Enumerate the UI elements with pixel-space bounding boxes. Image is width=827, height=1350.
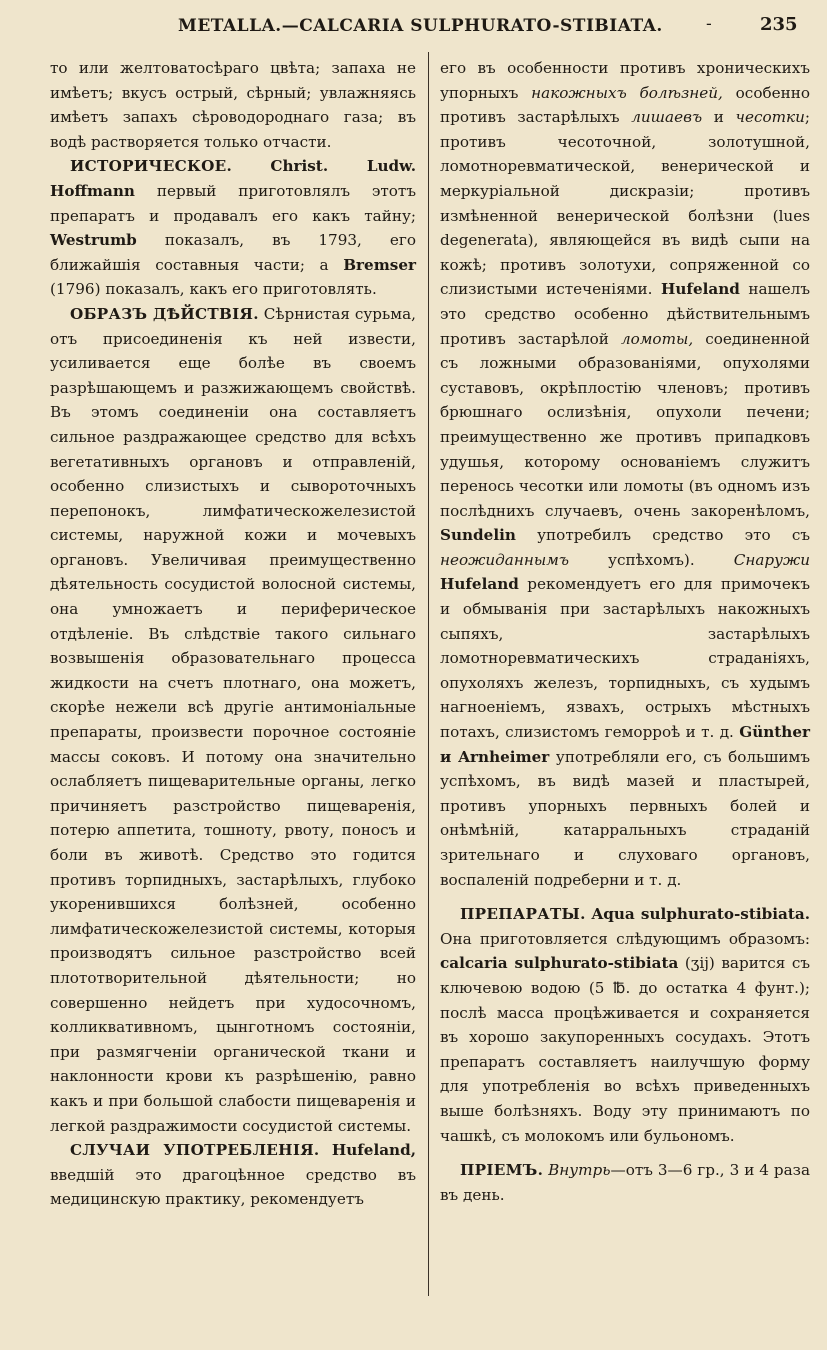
dose-route: Внутрь [548, 1161, 611, 1180]
dose-text: —отъ 3—6 гр., 3 и 4 раза въ день. [440, 1161, 810, 1204]
cases-text: ), являющейся въ видѣ сыпи на кожѣ; противъ золотухи, сопряженной со слизистыми истеченіями. [440, 231, 810, 299]
left-column [50, 56, 416, 1212]
cases-text: употребилъ средство это съ [515, 526, 810, 545]
cases-text: ; противъ чесоточной, золотушной, ломотноревматической, венерической и меркуріальной дискразіи; противъ измѣненной венерической болѣзни ( [440, 108, 810, 225]
historical-text: первый приготовлялъ этотъ препаратъ и продавалъ его какъ тайну; [50, 181, 416, 225]
cases-text: особенно противъ застарѣлыхъ [440, 83, 810, 127]
cases-text: успѣхомъ). [568, 550, 734, 569]
latin-preparation: calcaria sulphurato-stibiata [440, 954, 679, 973]
action-heading: ОБРАЗЪ ДѢЙСТВІЯ. [70, 304, 259, 323]
author-name: Sundelin [440, 526, 516, 545]
latin-term: lues degenerata [440, 206, 810, 250]
author-name: Bremser [343, 255, 416, 274]
page-number: 235 [760, 14, 798, 35]
emphasis-text: Снаружи [733, 550, 810, 569]
emphasis-text: чесотки [735, 108, 805, 127]
latin-preparation: Aqua sulphurato-stibiata. [591, 905, 810, 924]
cases-continued [440, 56, 810, 892]
emphasis-text: лишаевъ [631, 108, 703, 127]
cases-text: употребляли его, съ большимъ успѣхомъ, въ видѣ мазей и пластырей, противъ упорныхъ первныхъ болей и онѣмѣній, катарральныхъ страданій зрительнаго и слуховаго органовъ, воспаленій подреберни и т. д. [440, 747, 811, 889]
emphasis-text: ломоты, [621, 329, 694, 348]
cases-text: и [702, 108, 736, 127]
header-dash: - [706, 14, 712, 34]
cases-heading: СЛУЧАИ УПОТРЕБЛЕНІЯ. [70, 1141, 320, 1160]
dose-heading: ПРІЕМЪ. [460, 1161, 544, 1180]
preparations-section [440, 902, 810, 1148]
author-names: Günther и Arnheimer [440, 723, 810, 766]
historical-heading: ИСТОРИЧЕСКОЕ. [70, 157, 233, 176]
cases-text: нашелъ это средство особенно дѣйствительнымъ противъ застарѣлой [440, 280, 810, 348]
historical-text: (1796) показалъ, какъ его приготовлять. [50, 280, 377, 299]
emphasis-text: накожныхъ болѣзней, [531, 83, 723, 102]
cases-section [50, 1138, 416, 1212]
preparations-heading: ПРЕПАРАТЫ. [460, 905, 586, 924]
action-text: Сѣрнистая сурьма, отъ присоединенія къ ней извести, усиливается еще болѣе въ своемъ разрѣшающемъ и разжижающемъ свойствѣ. Въ этомъ соединеніи она составляетъ сильное раздражающее средство для всѣхъ вегетативныхъ органовъ и отправленій, особенно слизистыхъ и сывороточныхъ перепонокъ, лимфатическожелезистой системы, наружной кожи и мочевыхъ органовъ. Увеличивая преимущественно дѣятельность сосудистой волосной системы, она умножаетъ и периферическое отдѣленіе. Въ слѣдствіе такого сильнаго возвышенія образовательнаго процесса жидкости на счетъ плотнаго, она можетъ, скорѣе нежели всѣ другіе антимоніальные препараты, произвести порочное состояніе массы соковъ. И потому она значительно ослабляетъ пищеварительные органы, легко причиняетъ разстройство пищеваренія, потерю аппетита, тошноту, рвоту, поносъ и боли въ животѣ. Средство это годится противъ торпидныхъ, застарѣлыхъ, глубоко укоренившихся болѣзней, особенно лимфатическожелезистой системы, которыя производятъ сильное разстройство всей плототворительной дѣятельности; но совершенно нейдетъ при худосочномъ, колликвативномъ, цынготномъ состояніи, при размягченіи органической ткани и наклонности крови къ разрѣшенію, равно какъ и при большой слабости пищеваренія и легкой раздражимости сосудистой системы. [50, 304, 416, 1135]
historical-text: показалъ, въ 1793, его ближайшія составныя части; а [50, 231, 416, 274]
author-name: Hufeland [661, 280, 740, 299]
emphasis-text: неожиданнымъ [440, 550, 569, 569]
page-header [0, 12, 827, 42]
cases-text: соединенной съ ложными образованіями, опухолями суставовъ, окрѣплостію членовъ; противъ брюшнаго ослизѣнія, опухоли печени; преимущественно же противъ припадковъ удушья, которому основаніемъ служитъ перенось чесотки или ломоты (въ одномъ изъ послѣднихъ случаевъ, очень закоренѣломъ, [440, 329, 810, 520]
continued-text: то или желтоватосѣраго цвѣта; запаха не имѣетъ; вкусъ острый, сѣрный; увлажняясь имѣетъ запахъ сѣроводороднаго газа; въ водѣ растворяется только отчасти. [50, 59, 416, 151]
historical-section [50, 154, 416, 302]
cases-text: его въ особенности противъ хроническихъ упорныхъ [440, 59, 810, 102]
right-column [440, 56, 810, 1207]
author-name: Christ. Ludw. Hoffmann [50, 157, 417, 200]
action-section [50, 302, 416, 1138]
dose-section [440, 1158, 810, 1207]
cases-text: введшій это драгоцѣнное средство въ медицинскую практику, рекомендуетъ [50, 1165, 416, 1209]
column-divider [428, 52, 429, 1296]
running-title: METALLA.—CALCARIA SULPHURATO-STIBIATA. [178, 16, 663, 36]
author-name: Hufeland, [331, 1141, 417, 1160]
author-name: Westrumb [50, 231, 137, 250]
preparations-text: Она приготовляется слѣдующимъ образомъ: [440, 929, 810, 948]
continued-paragraph [50, 56, 416, 154]
author-name: Hufeland [440, 575, 519, 594]
cases-text: рекомендуетъ его для примочекъ и обмыванія при застарѣлыхъ накожныхъ сыпяхъ, застарѣлыхъ ломотноревматическихъ страданіяхъ, опухоляхъ железъ, торпидныхъ, съ худымъ нагноеніемъ, язвахъ, острыхъ мѣстныхъ потахъ, слизистомъ геморроѣ и т. д. [440, 575, 810, 742]
preparations-text: (ʒij) варится съ ключевою водою (5 ℔. до остатка 4 фунт.); послѣ масса процѣживается и сохраняется въ хорошо закупоренныхъ сосудахъ. Этотъ препаратъ составляетъ наилучшую форму для употребленія во всѣхъ приведенныхъ выше болѣзняхъ. Воду эту принимаютъ по чашкѣ, съ молокомъ или бульономъ. [440, 954, 810, 1145]
